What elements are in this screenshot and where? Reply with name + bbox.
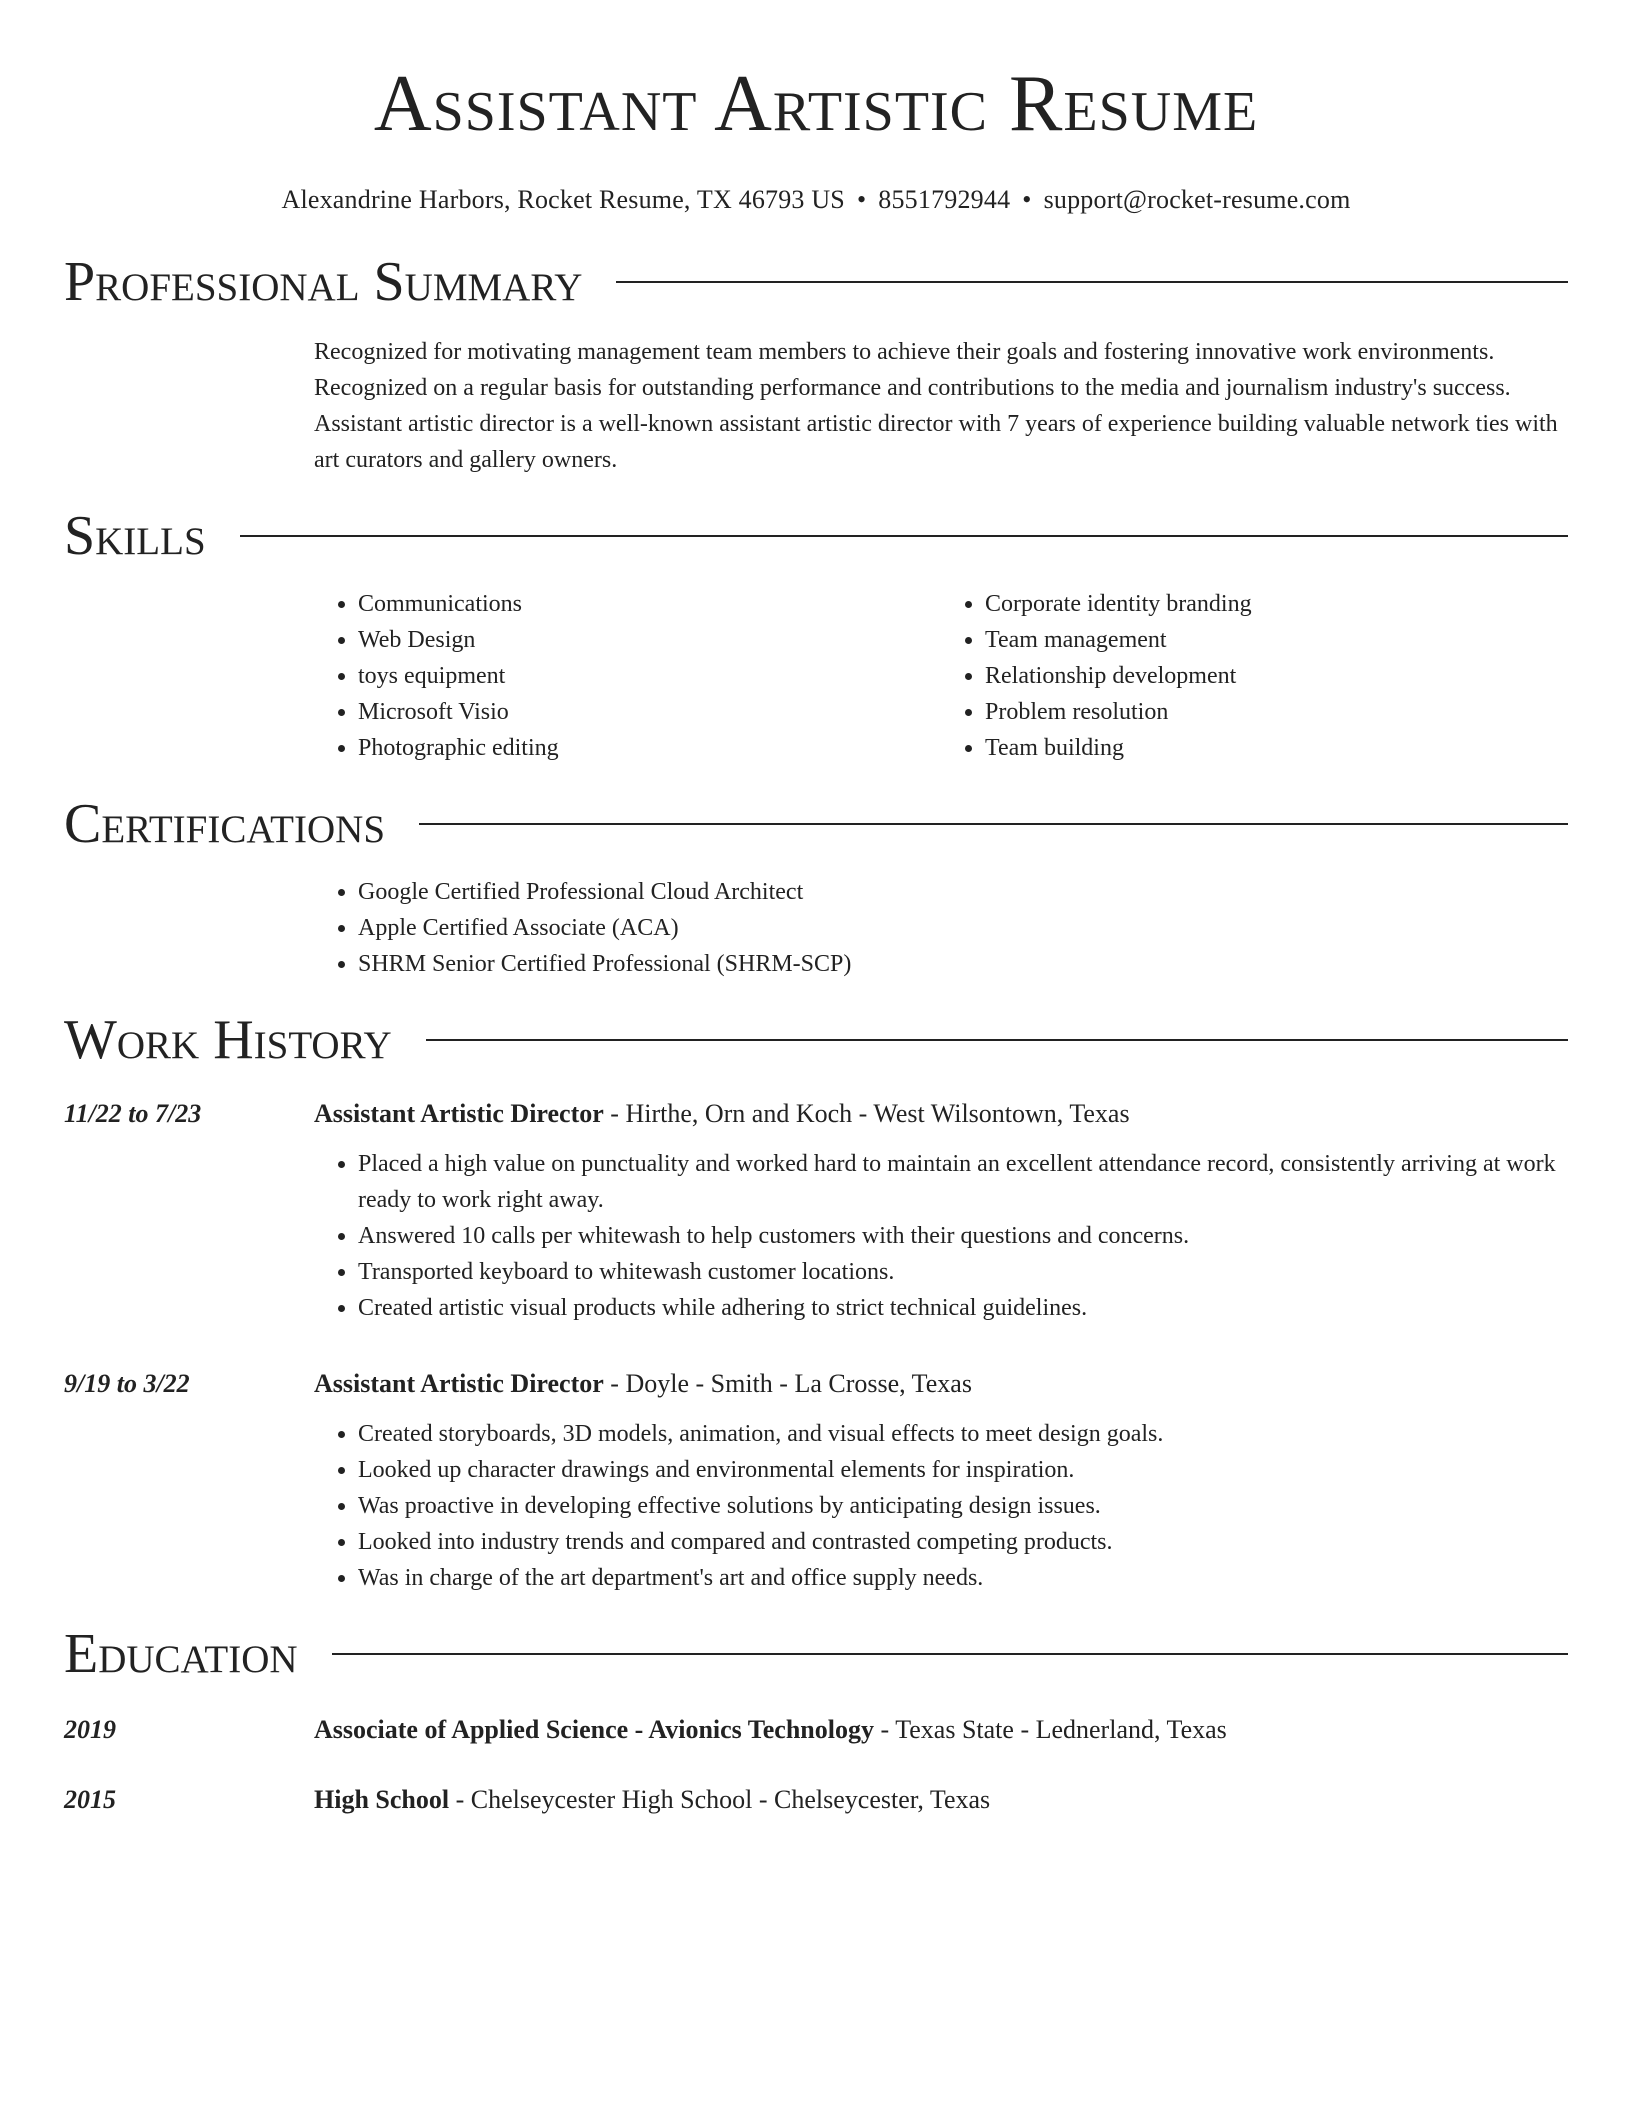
job-entry bbox=[64, 1366, 1568, 1596]
job-dates: 11/22 to 7/23 bbox=[64, 1099, 202, 1128]
summary-text: Recognized for motivating management team members to achieve their goals and fostering innovative work environments. Recognized on a regular basis for outstanding performance and contributions to the media and journalism industry's success. Assistant artistic director is a well-known assistant artistic director with 7 years of experience building valuable network ties with art curators and gallery owners. bbox=[314, 339, 1558, 473]
section-header bbox=[64, 250, 1568, 314]
contact-phone: 8551792944 bbox=[878, 185, 1011, 214]
certifications-bullets bbox=[314, 874, 1568, 982]
contact-email: support@rocket-resume.com bbox=[1043, 185, 1351, 214]
section-title-summary: Professional Summary bbox=[64, 251, 583, 313]
skills-list-left bbox=[314, 586, 941, 766]
contact-separator: • bbox=[856, 185, 867, 214]
education-school: - Texas State - Lednerland, Texas bbox=[874, 1715, 1227, 1744]
skill-item: • toys equipment bbox=[358, 658, 941, 694]
job-employer: - Hirthe, Orn and Koch - West Wilsontown, Texas bbox=[603, 1099, 1130, 1128]
skill-item: • Corporate identity branding bbox=[985, 586, 1568, 622]
skill-item: • Problem resolution bbox=[985, 694, 1568, 730]
skill-item: • Relationship development bbox=[985, 658, 1568, 694]
skills-list-right bbox=[941, 586, 1568, 766]
job-bullet: • Looked into industry trends and compared and contrasted competing products. bbox=[358, 1524, 1568, 1560]
section-title-skills: Skills bbox=[64, 505, 206, 567]
section-skills bbox=[64, 504, 1568, 766]
job-bullets bbox=[314, 1146, 1568, 1326]
job-bullet: • Placed a high value on punctuality and worked hard to maintain an excellent attendance record, consistently arriving at work ready to work right away. bbox=[358, 1146, 1568, 1218]
education-school: - Chelseycester High School - Chelseycester, Texas bbox=[449, 1785, 991, 1814]
certification-item: • Google Certified Professional Cloud Architect bbox=[358, 874, 1568, 910]
section-divider bbox=[426, 1039, 1568, 1041]
section-divider bbox=[332, 1653, 1568, 1655]
section-header bbox=[64, 504, 1568, 568]
job-body bbox=[314, 1096, 1568, 1326]
section-title-education: Education bbox=[64, 1623, 298, 1685]
job-employer: - Doyle - Smith - La Crosse, Texas bbox=[603, 1369, 972, 1398]
section-summary bbox=[64, 250, 1568, 478]
job-bullet: • Created artistic visual products while adhering to strict technical guidelines. bbox=[358, 1290, 1568, 1326]
certification-item: • SHRM Senior Certified Professional (SHRM-SCP) bbox=[358, 946, 1568, 982]
education-entry bbox=[64, 1782, 1568, 1818]
section-header bbox=[64, 1622, 1568, 1686]
education-details bbox=[314, 1782, 1568, 1818]
job-title: Assistant Artistic Director bbox=[314, 1369, 604, 1398]
skill-item: • Microsoft Visio bbox=[358, 694, 941, 730]
section-header bbox=[64, 792, 1568, 856]
section-certifications bbox=[64, 792, 1568, 982]
section-title-work-history: Work History bbox=[64, 1009, 392, 1071]
skills-grid bbox=[314, 586, 1568, 766]
contact-address: Alexandrine Harbors, Rocket Resume, TX 46793 US bbox=[281, 185, 845, 214]
job-bullet: • Was proactive in developing effective solutions by anticipating design issues. bbox=[358, 1488, 1568, 1524]
job-header bbox=[314, 1366, 1568, 1402]
education-year: 2019 bbox=[64, 1715, 116, 1744]
section-title-certifications: Certifications bbox=[64, 793, 386, 855]
section-work-history bbox=[64, 1008, 1568, 1596]
education-degree: Associate of Applied Science - Avionics Technology bbox=[314, 1715, 874, 1744]
skill-item: • Photographic editing bbox=[358, 730, 941, 766]
job-body bbox=[314, 1366, 1568, 1596]
contact-separator: • bbox=[1022, 185, 1032, 214]
education-year: 2015 bbox=[64, 1785, 116, 1814]
job-entry bbox=[64, 1096, 1568, 1326]
section-divider bbox=[240, 535, 1568, 537]
skill-item: • Team building bbox=[985, 730, 1568, 766]
contact-line bbox=[64, 184, 1568, 216]
skill-item: • Communications bbox=[358, 586, 941, 622]
certification-item: • Apple Certified Associate (ACA) bbox=[358, 910, 1568, 946]
job-bullet: • Created storyboards, 3D models, animation, and visual effects to meet design goals. bbox=[358, 1416, 1568, 1452]
job-bullet: • Looked up character drawings and environmental elements for inspiration. bbox=[358, 1452, 1568, 1488]
education-details bbox=[314, 1712, 1568, 1748]
resume-title: Assistant Artistic Resume bbox=[373, 60, 1259, 148]
section-education bbox=[64, 1622, 1568, 1818]
job-bullets bbox=[314, 1416, 1568, 1596]
education-entry bbox=[64, 1712, 1568, 1748]
section-divider bbox=[616, 281, 1568, 283]
job-bullet: • Answered 10 calls per whitewash to help customers with their questions and concerns. bbox=[358, 1218, 1568, 1254]
certifications-list bbox=[314, 874, 1568, 982]
job-dates: 9/19 to 3/22 bbox=[64, 1369, 190, 1398]
section-header bbox=[64, 1008, 1568, 1072]
education-degree: High School bbox=[314, 1785, 450, 1814]
job-header bbox=[314, 1096, 1568, 1132]
job-bullet: • Transported keyboard to whitewash customer locations. bbox=[358, 1254, 1568, 1290]
section-divider bbox=[419, 823, 1568, 825]
skill-item: • Team management bbox=[985, 622, 1568, 658]
job-bullet: • Was in charge of the art department's art and office supply needs. bbox=[358, 1560, 1568, 1596]
job-title: Assistant Artistic Director bbox=[314, 1099, 604, 1128]
skill-item: • Web Design bbox=[358, 622, 941, 658]
